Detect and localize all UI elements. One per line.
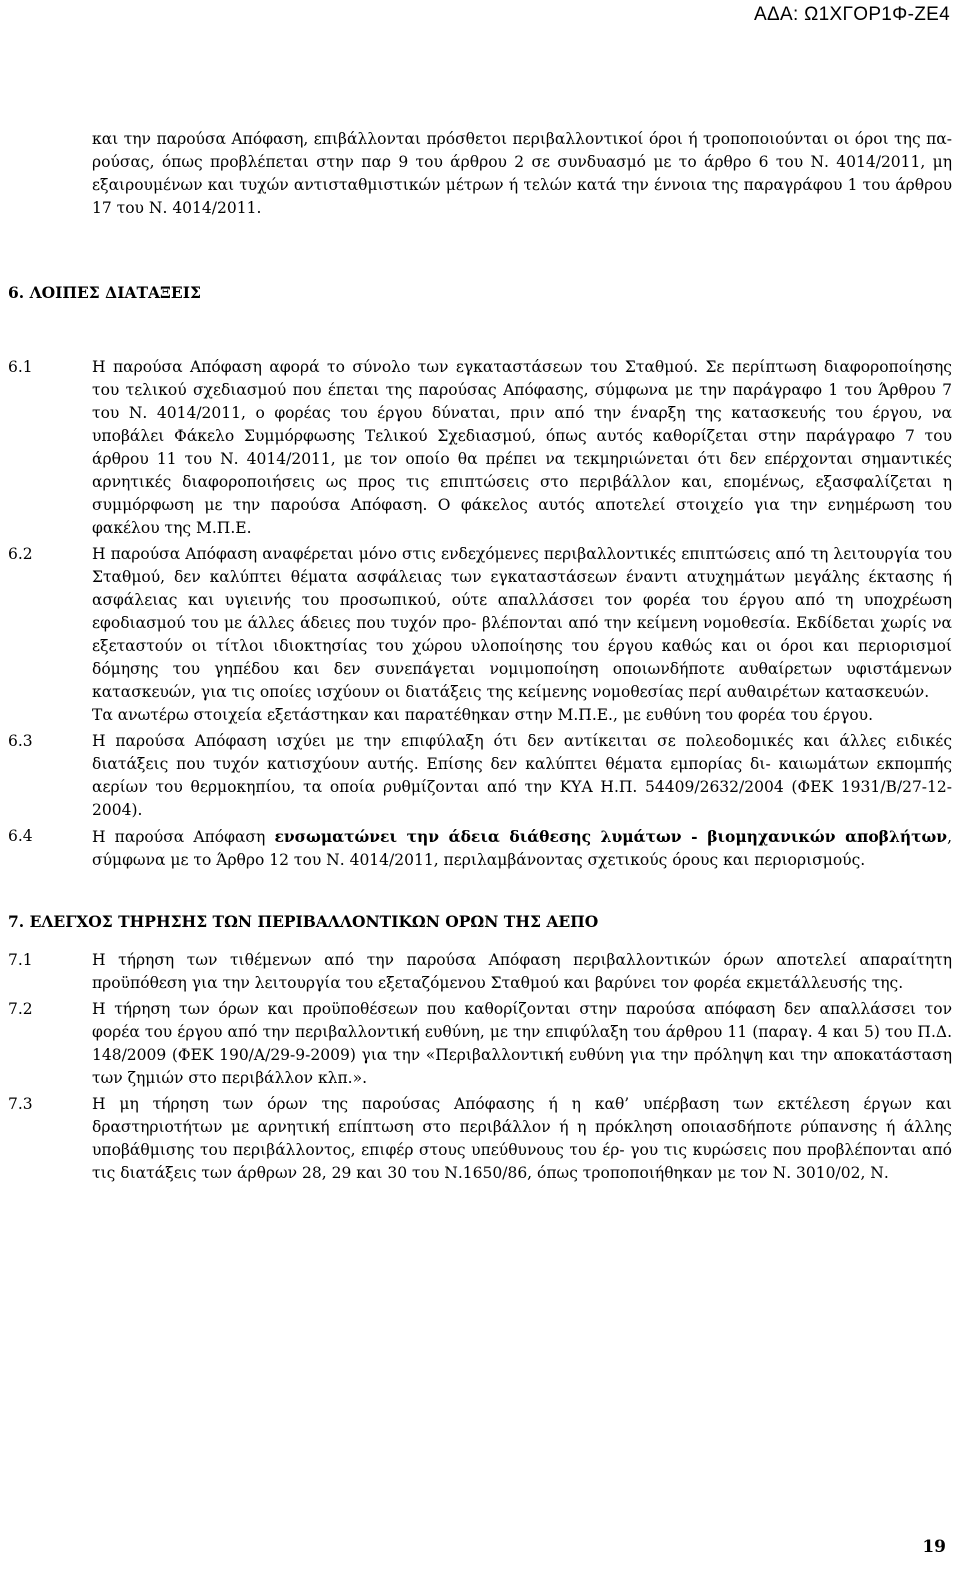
clause-text: Η μη τήρηση των όρων της παρούσας Απόφασης ή η καθ’ υπέρβαση των εκτέλεση έργων και δραστηριοτήτων με αρνητική επίπτωση στο περιβάλλον ή η πρόκληση οποιασδήποτε ρύπανσης ή άλλης υποβάθμισης του περιβάλλοντος, επιφέρ στους υπεύθυνους του έρ- γου τις κυρώσεις που προβλέπονται από τις διατάξεις των άρθρων 28, 29 και 30 του Ν.1650/86, όπως τροποποιήθηκαν με τον Ν. 3010/02, Ν. xyxy=(92,1095,952,1182)
clause-6-2 xyxy=(8,543,952,704)
clause-number: 6.4 xyxy=(8,827,33,845)
clause-number: 6.3 xyxy=(8,732,33,750)
intro-paragraph: και την παρούσα Απόφαση, επιβάλλονται πρόσθετοι περιβαλλοντικοί όροι ή τροποποιούνται οι όροι της πα- ρούσας, όπως προβλέπεται στην παρ 9 του άρθρου 2 σε συνδυασμό με το άρθρο 6 του Ν. 4014/2011, μη εξαιρουμένων και τυχών αντισταθμιστικών μέτρων ή τελών κατά την έννοια της παραγράφου 1 του άρθρου 17 του Ν. 4014/2011. xyxy=(92,130,952,217)
page-number: 19 xyxy=(922,1537,946,1557)
clause-number: 6.2 xyxy=(8,545,33,563)
clause-7-3 xyxy=(8,1093,952,1185)
clause-text: Η παρούσα Απόφαση ισχύει με την επιφύλαξη ότι δεν αντίκειται σε πολεοδομικές και άλλες ειδικές διατάξεις που τυχόν κατισχύουν αυτής. Επίσης δεν καλύπτει θέματα εμπορίας δι- καιωμάτων εκπομπής αερίων του θερμοκηπίου, τα οποία ρυθμίζονται από την ΚΥΑ Η.Π. 54409/2632/2004 (ΦΕΚ 1931/Β/27-12-2004). xyxy=(92,732,952,819)
clause-6-4 xyxy=(8,825,952,872)
clause-7-2 xyxy=(8,998,952,1090)
clause-text: Τα ανωτέρω στοιχεία εξετάστηκαν και παρατέθηκαν στην Μ.Π.Ε., με ευθύνη του φορέα του έργου. xyxy=(92,706,874,724)
clause-number: 7.2 xyxy=(8,1000,33,1018)
clause-text: Η παρούσα Απόφαση αφορά το σύνολο των εγκαταστάσεων του Σταθμού. Σε περίπτωση διαφοροποίησης του τελικού σχεδιασμού που έπεται της παρούσας Απόφασης, σύμφωνα με την παράγραφο 1 του Άρθρου 7 του Ν. 4014/2011, ο φορέας του έργου δύναται, πριν από την έναρξη της κατασκευής του έργου, να υποβάλει Φάκελο Συμμόρφωσης Τελικού Σχεδιασμού, όπως αυτός καθορίζεται στην παράγραφο 7 του άρθρου 11 του Ν. 4014/2011, με τον οποίο θα πρέπει να τεκμηριώνεται ότι δεν επέρχονται σημαντικές αρνητικές διαφοροποιήσεις ως προς τις επιπτώσεις στο περιβάλλον και, επομένως, εξασφαλίζεται η συμμόρφωση με την παρούσα Απόφαση. Ο φάκελος αυτός αποτελεί στοιχείο για την ενημέρωση του φακέλου της Μ.Π.Ε. xyxy=(92,358,952,537)
clause-text: , σύμφωνα με το Άρθρο 12 του Ν. 4014/2011, περιλαμβάνοντας σχετικούς όρους και περιορισμούς. xyxy=(92,828,952,869)
section-6-heading: 6. ΛΟΙΠΕΣ ΔΙΑΤΑΞΕΙΣ xyxy=(8,283,201,302)
clause-number: 7.1 xyxy=(8,951,33,969)
clause-6-1 xyxy=(8,356,952,540)
document-body xyxy=(8,128,952,1185)
clause-7-1 xyxy=(8,949,952,995)
section-7-heading: 7. ΕΛΕΓΧΟΣ ΤΗΡΗΣΗΣ ΤΩΝ ΠΕΡΙΒΑΛΛΟΝΤΙΚΩΝ ΟΡΩΝ ΤΗΣ ΑΕΠΟ xyxy=(8,912,599,931)
clause-text: Η παρούσα Απόφαση αναφέρεται μόνο στις ενδεχόμενες περιβαλλοντικές επιπτώσεις από τη λειτουργία του Σταθμού, δεν καλύπτει θέματα ασφάλειας των εγκαταστάσεων έναντι ατυχημάτων μεγάλης έκτασης ή ασφάλειας και υγιεινής του προσωπικού, ούτε απαλλάσσει τον φορέα του έργου από τη υποχρέωση εφοδιασμού του με άλλες άδειες που τυχόν προ- βλέπονται από την κείμενη νομοθεσία. Εκδίδεται χωρίς να εξεταστούν οι τίτλοι ιδιοκτησίας του χώρου υλοποίησης του έργου καθώς και οι όροι και περιορισμοί δόμησης του γηπέδου και δεν συνεπάγεται νομιμοποίηση οποιωνδήποτε αυθαίρετων υφιστάμενων κατασκευών, για τις οποίες ισχύουν οι διατάξεις της κείμενης νομοθεσίας περί αυθαιρέτων κατασκευών. xyxy=(92,545,952,701)
clause-text: Η παρούσα Απόφαση xyxy=(92,828,275,846)
clause-text: Η τήρηση των τιθέμενων από την παρούσα Απόφαση περιβαλλοντικών όρων αποτελεί απαραίτητη προϋπόθεση για την λειτουργία του εξεταζόμενου Σταθμού και βαρύνει τον φορέα εκμετάλλευσής της. xyxy=(92,951,952,992)
clause-number: 7.3 xyxy=(8,1095,33,1113)
clause-6-3 xyxy=(8,730,952,822)
ada-code: ΑΔΑ: Ω1ΧΓΟΡ1Φ-ΖΕ4 xyxy=(754,4,950,25)
clause-6-2-note xyxy=(8,704,952,727)
clause-text: Η τήρηση των όρων και προϋποθέσεων που καθορίζονται στην παρούσα απόφαση δεν απαλλάσσει τον φορέα του έργου από την περιβαλλοντική ευθύνη, με την επιφύλαξη του άρθρου 11 (παραγ. 4 και 5) του Π.Δ. 148/2009 (ΦΕΚ 190/Α/29-9-2009) για την «Περιβαλλοντική ευθύνη για την πρόληψη και την αποκατάσταση των ζημιών στο περιβάλλον κλπ.». xyxy=(92,1000,952,1087)
clause-bold-text: ενσωματώνει την άδεια διάθεσης λυμάτων - βιομηχανικών αποβλήτων xyxy=(274,827,948,846)
clause-number: 6.1 xyxy=(8,358,33,376)
